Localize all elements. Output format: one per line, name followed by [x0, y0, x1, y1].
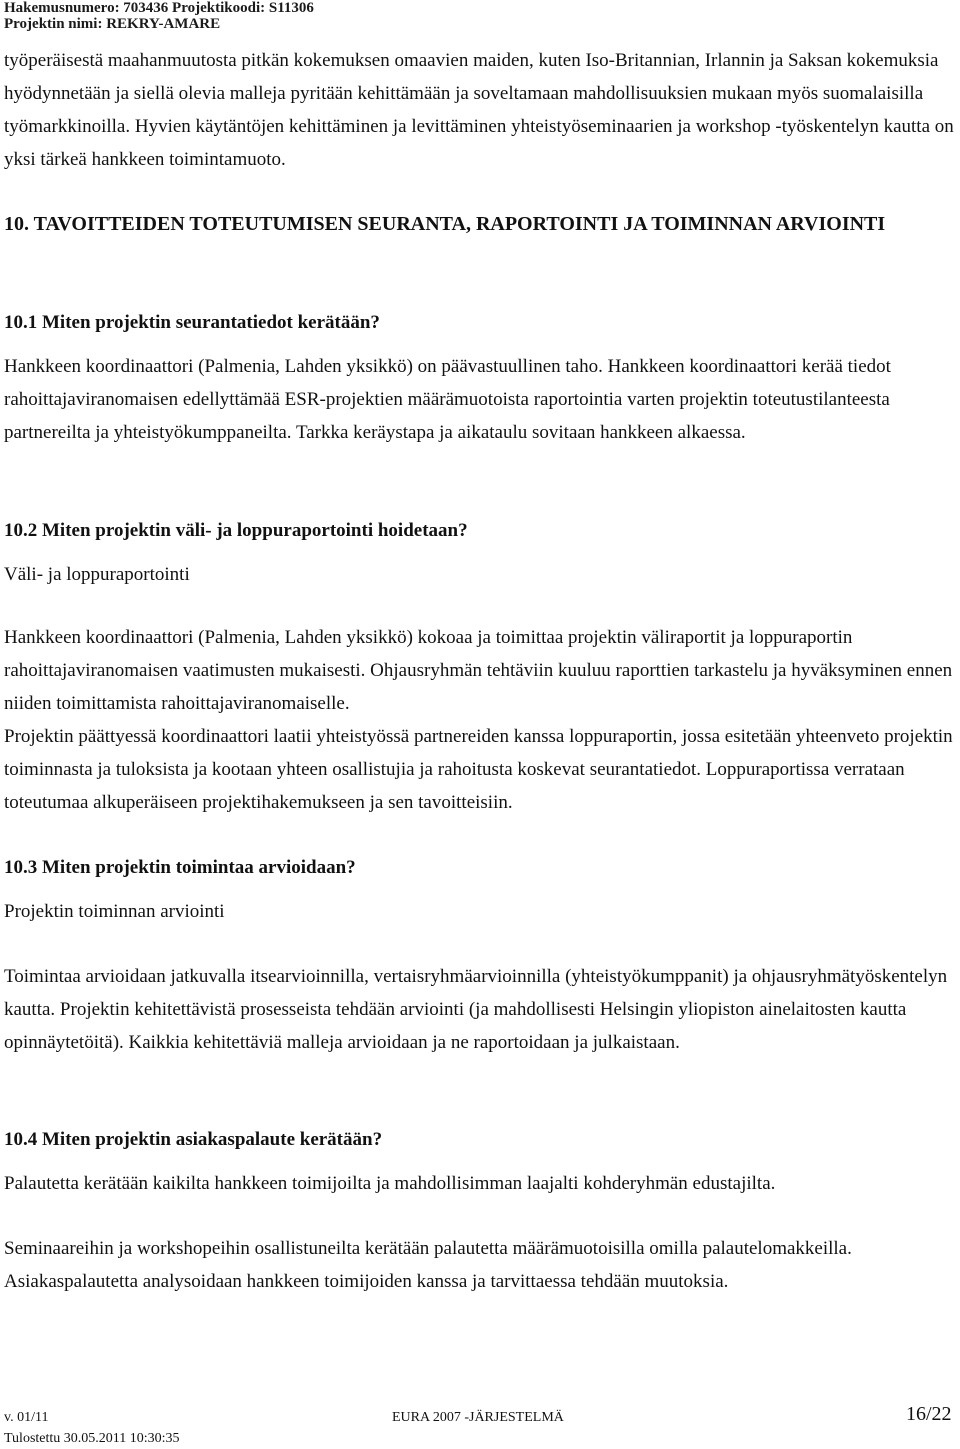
q4-paragraph-2: Seminaareihin ja workshopeihin osallistuneilta kerätään palautetta määrämuotoisilla omilla palautelomakkeilla. Asiakaspalautetta analysoidaan hankkeen toimijoiden kanssa ja tarvittaessa tehdään muutoksia. — [4, 1238, 852, 1292]
q3-subtitle: Projektin toiminnan arviointi — [4, 901, 225, 922]
footer-printed: Tulostettu 30.05.2011 10:30:35 — [4, 1431, 180, 1446]
q4-paragraph-1: Palautetta kerätään kaikilta hankkeen toimijoilta ja mahdollisimman laajalti kohderyhmän edustajilta. — [4, 1173, 776, 1194]
intro-paragraph: työperäisestä maahanmuutosta pitkän kokemuksen omaavien maiden, kuten Iso-Britannian, Irlannin ja Saksan kokemuksia hyödynnetään ja siellä olevia malleja pyritään kehittämään ja soveltamaan mahdollisuuksien mukaan myös suomalaisilla työmarkkinoilla. Hyvien käytäntöjen kehittäminen ja levittäminen yhteistyöseminaarien ja workshop -työskentelyn kautta on yksi tärkeä hankkeen toimintamuoto. — [4, 50, 954, 170]
footer-page-number: 16/22 — [906, 1403, 952, 1425]
footer-version: v. 01/11 — [4, 1410, 49, 1425]
q2-paragraph-1: Hankkeen koordinaattori (Palmenia, Lahden yksikkö) kokoaa ja toimittaa projektin väliraportit ja loppuraportin rahoittajaviranomaisen vaatimusten mukaisesti. Ohjausryhmän tehtäviin kuuluu raporttien tarkastelu ja hyväksyminen ennen niiden toimittamista rahoittajaviranomaiselle. — [4, 627, 953, 714]
q1-title: 10.1 Miten projektin seurantatiedot kerätään? — [4, 312, 380, 333]
application-number: Hakemusnumero: 703436 Projektikoodi: S11306 — [4, 0, 314, 16]
q4-title: 10.4 Miten projektin asiakaspalaute kerätään? — [4, 1129, 383, 1150]
q3-title: 10.3 Miten projektin toimintaa arvioidaan? — [4, 857, 356, 878]
document-header — [4, 0, 314, 32]
q2-title: 10.2 Miten projektin väli- ja loppuraportointi hoidetaan? — [4, 520, 468, 541]
q2-subtitle: Väli- ja loppuraportointi — [4, 564, 190, 585]
q2-paragraph-2: Projektin päättyessä koordinaattori laatii yhteistyössä partnereiden kanssa loppuraportin, jossa esitetään yhteenveto projektin toiminnasta ja tuloksista ja kootaan yhteen osallistujia ja rahoitusta koskevat seurantatiedot. Loppuraportissa verrataan toteutumaa alkuperäiseen projektihakemukseen ja sen tavoitteisiin. — [4, 726, 953, 813]
q3-paragraph: Toimintaa arvioidaan jatkuvalla itsearvioinnilla, vertaisryhmäarvioinnilla (yhteistyökumppanit) ja ohjausryhmätyöskentelyn kautta. Projektin kehitettävistä prosesseista tehdään arviointi (ja mahdollisesti Helsingin yliopiston ainelaitosten kautta opinnäytetöitä). Kaikkia kehitettäviä malleja arvioidaan ja ne raportoidaan ja julkaistaan. — [4, 966, 948, 1053]
project-name: Projektin nimi: REKRY-AMARE — [4, 16, 221, 32]
q1-paragraph: Hankkeen koordinaattori (Palmenia, Lahden yksikkö) on päävastuullinen taho. Hankkeen koordinaattori kerää tiedot rahoittajaviranomaisen edellyttämää ESR-projektien määrämuotoista raportointia varten projektin toteutustilanteesta partnereilta ja yhteistyökumppaneilta. Tarkka keräystapa ja aikataulu sovitaan hankkeen alkaessa. — [4, 356, 891, 443]
section-title: 10. TAVOITTEIDEN TOTEUTUMISEN SEURANTA, RAPORTOINTI JA TOIMINNAN ARVIOINTI — [4, 213, 886, 235]
footer-system: EURA 2007 -JÄRJESTELMÄ — [392, 1410, 564, 1425]
